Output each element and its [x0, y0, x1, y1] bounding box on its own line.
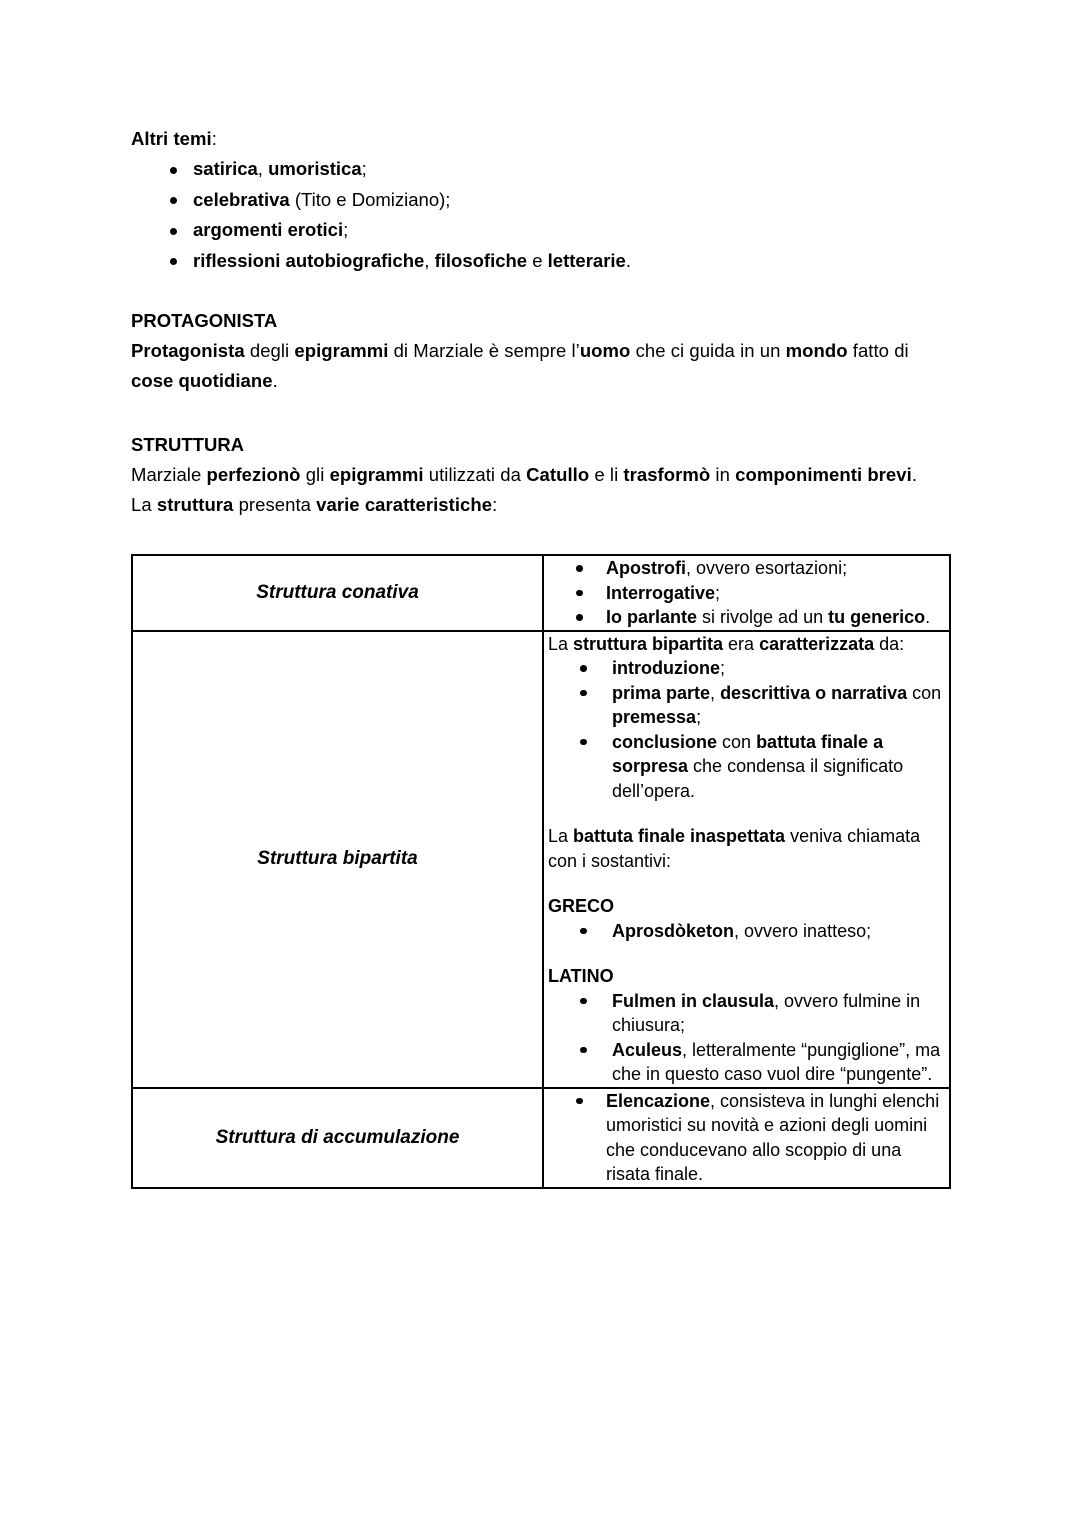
spacer — [131, 396, 945, 430]
text-run: e li — [589, 464, 624, 485]
text-run: gli — [300, 464, 330, 485]
altri-temi-heading — [131, 124, 945, 154]
text-run: degli — [244, 340, 295, 361]
cell-subheading: GRECO — [548, 896, 615, 916]
text-run: , ovvero esortazioni; — [686, 558, 848, 578]
spacer — [131, 520, 945, 554]
struttura-lead — [131, 490, 945, 520]
altri-temi-heading-tail: : — [211, 128, 217, 149]
list-item — [544, 730, 949, 804]
text-run-bold: varie caratteristiche — [316, 494, 493, 515]
text-run: . — [625, 249, 631, 271]
text-run: , — [710, 682, 721, 703]
cell-bullet-list — [544, 656, 949, 803]
text-run-bold: Protagonista — [131, 340, 245, 361]
list-item — [544, 605, 949, 630]
text-run-bold: descrittiva o narrativa — [720, 682, 908, 703]
text-run: e — [527, 249, 548, 271]
list-item — [544, 1089, 949, 1187]
altri-temi-heading-bold: Altri temi — [131, 128, 212, 149]
table-row-content — [543, 555, 950, 631]
text-run-bold: cose quotidiane — [131, 370, 273, 391]
spacer — [544, 873, 949, 894]
altri-temi-list — [131, 154, 945, 276]
text-run: in — [710, 464, 736, 485]
text-run-bold: Aculeus — [612, 1039, 683, 1060]
text-run: . — [272, 370, 278, 391]
text-run: da: — [874, 633, 905, 654]
text-run: ; — [696, 707, 702, 727]
table-row-label: Struttura di accumulazione — [132, 1088, 543, 1188]
text-run-bold: mondo — [785, 340, 848, 361]
text-run: La — [131, 494, 157, 515]
text-run: , letteralmente “pungiglione”, ma che in questo caso vuol dire “pungente”. — [612, 1039, 941, 1084]
text-run: veniva chiamata con i sostantivi: — [548, 826, 921, 871]
text-run-bold: Aprosdòketon — [612, 920, 735, 941]
text-run: . — [911, 464, 918, 485]
table-row-label: Struttura conativa — [132, 555, 543, 631]
text-run: , — [424, 249, 435, 271]
cell-paragraph — [544, 824, 949, 873]
protagonista-body — [131, 336, 945, 396]
text-run-bold: Fulmen in clausula — [612, 990, 775, 1011]
cell-bullet-list — [544, 1089, 949, 1187]
text-run: utilizzati da — [423, 464, 527, 485]
text-run-bold: battuta finale inaspettata — [573, 826, 786, 846]
text-run-bold: uomo — [579, 340, 631, 361]
text-run: ; — [719, 658, 725, 678]
text-run-bold: Interrogative — [606, 582, 716, 603]
text-run-bold: Io parlante — [606, 607, 698, 627]
text-run-bold: struttura — [156, 494, 234, 515]
protagonista-title: PROTAGONISTA — [131, 310, 278, 331]
text-run-bold: epigrammi — [294, 340, 389, 361]
text-run: : — [492, 494, 498, 515]
text-run: ; — [343, 219, 349, 240]
text-run: , ovvero fulmine in chiusura; — [612, 990, 921, 1035]
cell-paragraph — [544, 632, 949, 657]
text-run-bold: riflessioni autobiografiche — [193, 249, 425, 271]
text-run-bold: prima parte — [612, 682, 711, 703]
text-run: La — [548, 826, 574, 846]
text-run: (Tito e Domiziano); — [289, 188, 451, 210]
text-run: Marziale — [131, 464, 207, 485]
text-run-bold: Catullo — [526, 464, 590, 485]
list-item — [544, 919, 949, 944]
text-run: che ci guida in un — [630, 340, 786, 361]
text-run: con — [717, 731, 757, 752]
text-run-bold: caratterizzata — [759, 633, 875, 654]
text-run-bold: premessa — [612, 707, 697, 727]
text-run: ; — [715, 582, 721, 603]
table-row-content — [543, 1088, 950, 1188]
spacer — [544, 803, 949, 824]
struttura-body — [131, 460, 945, 490]
cell-bullet-list — [544, 556, 949, 630]
text-run-bold: Apostrofi — [606, 558, 686, 578]
text-run: si rivolge ad un — [697, 607, 829, 627]
spacer — [544, 943, 949, 964]
table-row — [132, 555, 950, 631]
cell-subheading: LATINO — [548, 966, 614, 986]
list-item — [131, 215, 945, 246]
text-run-bold: componimenti brevi — [735, 464, 912, 485]
text-run-bold: Elencazione — [606, 1090, 711, 1111]
text-run-bold: umoristica — [268, 158, 362, 179]
text-run-bold: tu generico — [828, 607, 926, 627]
text-run: ; — [361, 158, 367, 179]
text-run-bold: struttura bipartita — [573, 633, 724, 654]
text-run-bold: battuta finale a sorpresa — [612, 731, 884, 776]
text-run: di Marziale è sempre l’ — [388, 340, 580, 361]
text-run: presenta — [233, 494, 317, 515]
spacer — [131, 276, 945, 306]
list-item — [544, 581, 949, 606]
text-run-bold: filosofiche — [434, 249, 528, 271]
struttura-title: STRUTTURA — [131, 434, 245, 455]
text-run-bold: celebrativa — [193, 188, 290, 210]
text-run-bold: perfezionò — [206, 464, 301, 485]
list-item — [131, 154, 945, 185]
table-row-label: Struttura bipartita — [132, 631, 543, 1088]
text-run: con — [907, 682, 942, 703]
table-row-content — [543, 631, 950, 1088]
text-run: . — [925, 607, 931, 627]
list-item — [544, 556, 949, 581]
text-run: , — [257, 158, 269, 179]
table-row — [132, 631, 950, 1088]
text-run: che condensa il significato dell’opera. — [612, 756, 904, 801]
text-run: fatto di — [847, 340, 909, 361]
list-item — [544, 681, 949, 730]
list-item — [131, 185, 945, 216]
text-run-bold: conclusione — [612, 731, 718, 752]
cell-bullet-list — [544, 919, 949, 944]
text-run: , ovvero inatteso; — [734, 920, 872, 941]
list-item — [131, 246, 945, 277]
text-run: La — [548, 633, 574, 654]
list-item — [544, 1038, 949, 1087]
text-run: era — [723, 633, 760, 654]
text-run: , consisteva in lunghi elenchi umoristici su novità e azioni degli uomini che conducevano allo scoppio di una risata finale. — [606, 1090, 940, 1184]
text-run-bold: trasformò — [623, 464, 711, 485]
struttura-table — [131, 554, 951, 1189]
text-run-bold: introduzione — [612, 658, 720, 678]
list-item — [544, 656, 949, 681]
text-run-bold: argomenti erotici — [193, 219, 344, 240]
text-run-bold: epigrammi — [329, 464, 424, 485]
table-row — [132, 1088, 950, 1188]
list-item — [544, 989, 949, 1038]
cell-bullet-list — [544, 989, 949, 1087]
text-run-bold: letterarie — [547, 249, 626, 271]
text-run-bold: satirica — [193, 158, 258, 179]
